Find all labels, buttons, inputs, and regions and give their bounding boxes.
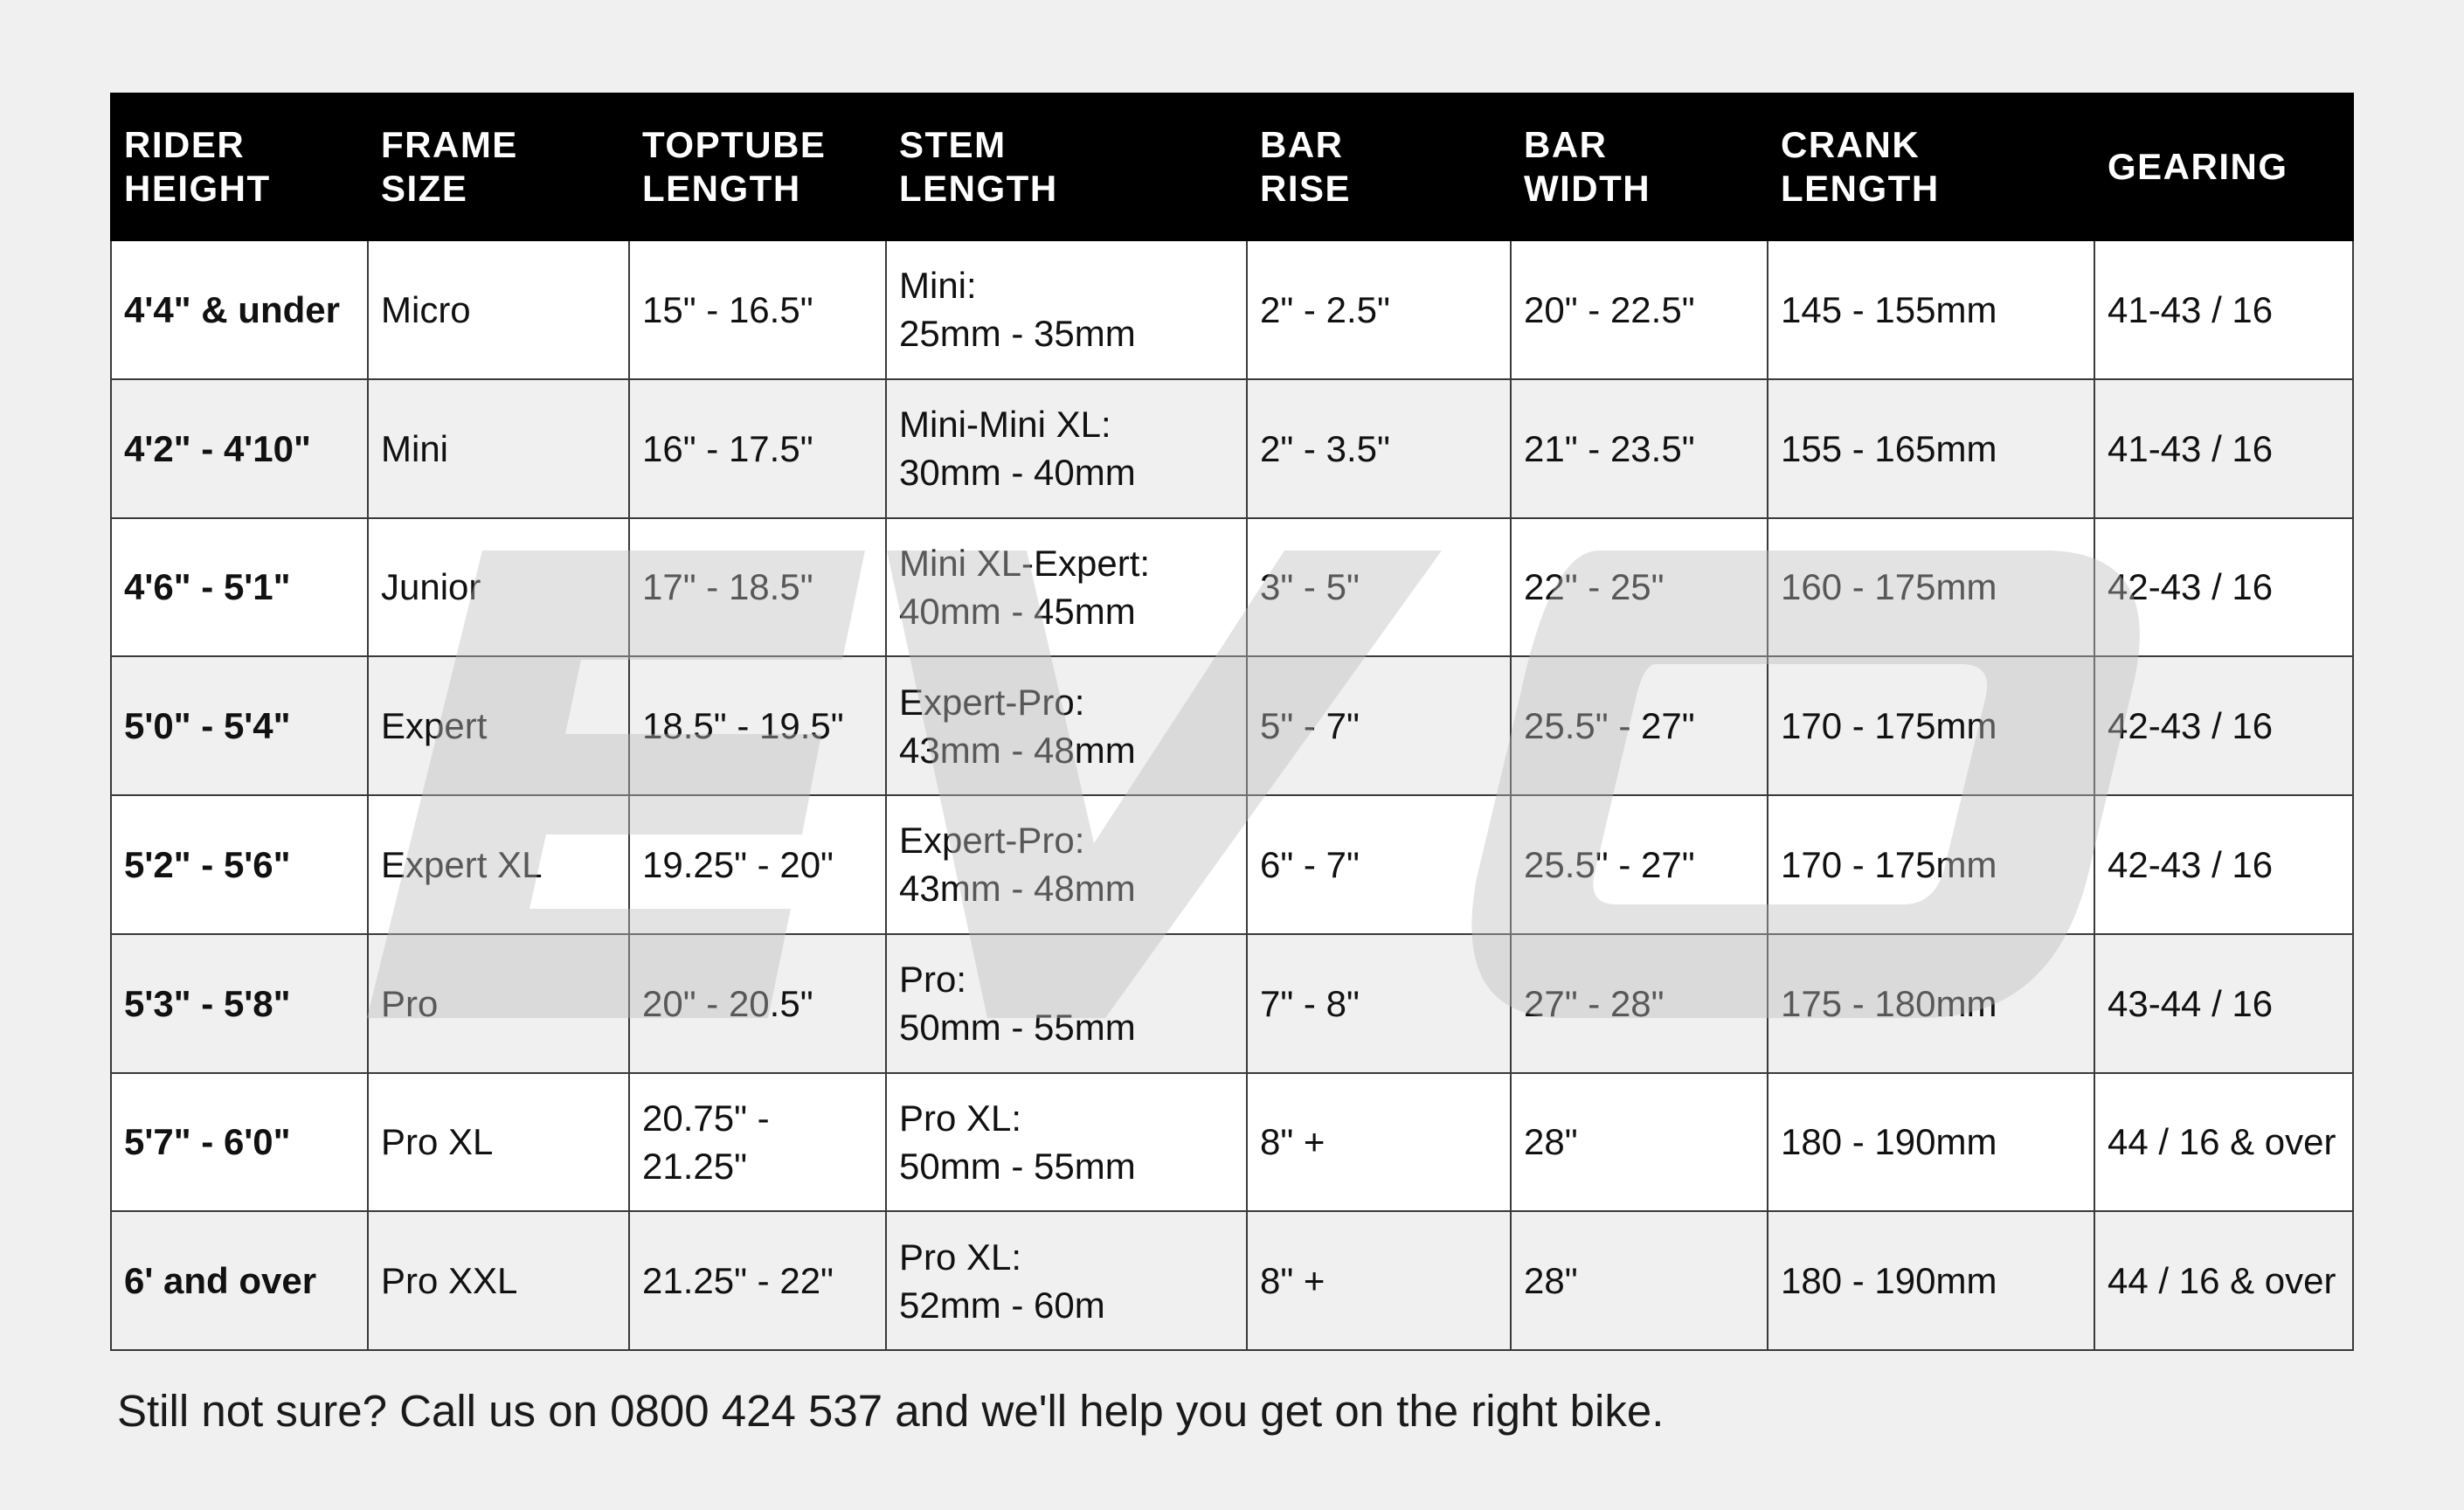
cell-toptube-length: 17" - 18.5" xyxy=(629,518,886,657)
cell-toptube-length: 20.75" - 21.25" xyxy=(629,1073,886,1212)
cell-frame-size: Pro XL xyxy=(368,1073,629,1212)
cell-toptube-length: 16" - 17.5" xyxy=(629,379,886,518)
cell-rider-height: 4'4" & under xyxy=(111,240,368,379)
cell-frame-size: Pro XXL xyxy=(368,1211,629,1350)
size-rows xyxy=(111,240,2353,1350)
cell-stem-length: Pro XL: 50mm - 55mm xyxy=(886,1073,1247,1212)
cell-stem-length: Pro: 50mm - 55mm xyxy=(886,934,1247,1073)
cell-bar-rise: 8" + xyxy=(1247,1211,1511,1350)
table-row xyxy=(111,518,2353,657)
header-gearing: GEARING xyxy=(2094,94,2353,240)
header-bar-width: BAR WIDTH xyxy=(1511,94,1768,240)
cell-gearing: 41-43 / 16 xyxy=(2094,379,2353,518)
table-row xyxy=(111,240,2353,379)
cell-rider-height: 4'6" - 5'1" xyxy=(111,518,368,657)
cell-rider-height: 6' and over xyxy=(111,1211,368,1350)
header-rider-height: RIDER HEIGHT xyxy=(111,94,368,240)
table-row xyxy=(111,1073,2353,1212)
cell-rider-height: 5'0" - 5'4" xyxy=(111,656,368,795)
footer-note: Still not sure? Call us on 0800 424 537 and we'll help you get on the right bike. xyxy=(117,1386,1665,1436)
cell-bar-width: 28" xyxy=(1511,1211,1768,1350)
cell-crank-length: 145 - 155mm xyxy=(1768,240,2094,379)
table-row xyxy=(111,656,2353,795)
cell-bar-rise: 8" + xyxy=(1247,1073,1511,1212)
table-row xyxy=(111,1211,2353,1350)
cell-bar-width: 28" xyxy=(1511,1073,1768,1212)
cell-stem-length: Mini: 25mm - 35mm xyxy=(886,240,1247,379)
cell-stem-length: Expert-Pro: 43mm - 48mm xyxy=(886,795,1247,934)
cell-rider-height: 4'2" - 4'10" xyxy=(111,379,368,518)
table-row xyxy=(111,934,2353,1073)
cell-rider-height: 5'2" - 5'6" xyxy=(111,795,368,934)
cell-frame-size: Pro xyxy=(368,934,629,1073)
cell-toptube-length: 18.5" - 19.5" xyxy=(629,656,886,795)
cell-bar-rise: 2" - 2.5" xyxy=(1247,240,1511,379)
cell-bar-width: 25.5" - 27" xyxy=(1511,656,1768,795)
cell-bar-rise: 6" - 7" xyxy=(1247,795,1511,934)
cell-gearing: 44 / 16 & over xyxy=(2094,1073,2353,1212)
header-frame-size: FRAME SIZE xyxy=(368,94,629,240)
cell-rider-height: 5'7" - 6'0" xyxy=(111,1073,368,1212)
cell-crank-length: 155 - 165mm xyxy=(1768,379,2094,518)
cell-bar-rise: 3" - 5" xyxy=(1247,518,1511,657)
cell-gearing: 43-44 / 16 xyxy=(2094,934,2353,1073)
cell-stem-length: Mini XL-Expert: 40mm - 45mm xyxy=(886,518,1247,657)
cell-gearing: 42-43 / 16 xyxy=(2094,518,2353,657)
cell-stem-length: Mini-Mini XL: 30mm - 40mm xyxy=(886,379,1247,518)
cell-toptube-length: 20" - 20.5" xyxy=(629,934,886,1073)
cell-stem-length: Pro XL: 52mm - 60m xyxy=(886,1211,1247,1350)
cell-toptube-length: 15" - 16.5" xyxy=(629,240,886,379)
cell-frame-size: Junior xyxy=(368,518,629,657)
cell-gearing: 41-43 / 16 xyxy=(2094,240,2353,379)
header-crank-length: CRANK LENGTH xyxy=(1768,94,2094,240)
cell-frame-size: Micro xyxy=(368,240,629,379)
bike-size-chart xyxy=(110,93,2354,1351)
header-toptube-length: TOPTUBE LENGTH xyxy=(629,94,886,240)
cell-crank-length: 160 - 175mm xyxy=(1768,518,2094,657)
cell-frame-size: Expert XL xyxy=(368,795,629,934)
header-stem-length: STEM LENGTH xyxy=(886,94,1247,240)
cell-bar-width: 20" - 22.5" xyxy=(1511,240,1768,379)
cell-crank-length: 180 - 190mm xyxy=(1768,1211,2094,1350)
header-bar-rise: BAR RISE xyxy=(1247,94,1511,240)
cell-stem-length: Expert-Pro: 43mm - 48mm xyxy=(886,656,1247,795)
cell-gearing: 42-43 / 16 xyxy=(2094,795,2353,934)
cell-bar-width: 25.5" - 27" xyxy=(1511,795,1768,934)
table-row xyxy=(111,379,2353,518)
cell-toptube-length: 21.25" - 22" xyxy=(629,1211,886,1350)
cell-bar-width: 21" - 23.5" xyxy=(1511,379,1768,518)
cell-frame-size: Expert xyxy=(368,656,629,795)
cell-crank-length: 180 - 190mm xyxy=(1768,1073,2094,1212)
table-row xyxy=(111,795,2353,934)
cell-crank-length: 175 - 180mm xyxy=(1768,934,2094,1073)
cell-crank-length: 170 - 175mm xyxy=(1768,795,2094,934)
cell-bar-rise: 5" - 7" xyxy=(1247,656,1511,795)
cell-bar-width: 27" - 28" xyxy=(1511,934,1768,1073)
cell-frame-size: Mini xyxy=(368,379,629,518)
cell-bar-rise: 2" - 3.5" xyxy=(1247,379,1511,518)
cell-bar-rise: 7" - 8" xyxy=(1247,934,1511,1073)
cell-crank-length: 170 - 175mm xyxy=(1768,656,2094,795)
cell-gearing: 44 / 16 & over xyxy=(2094,1211,2353,1350)
cell-rider-height: 5'3" - 5'8" xyxy=(111,934,368,1073)
cell-gearing: 42-43 / 16 xyxy=(2094,656,2353,795)
cell-bar-width: 22" - 25" xyxy=(1511,518,1768,657)
header-row xyxy=(111,94,2353,240)
cell-toptube-length: 19.25" - 20" xyxy=(629,795,886,934)
